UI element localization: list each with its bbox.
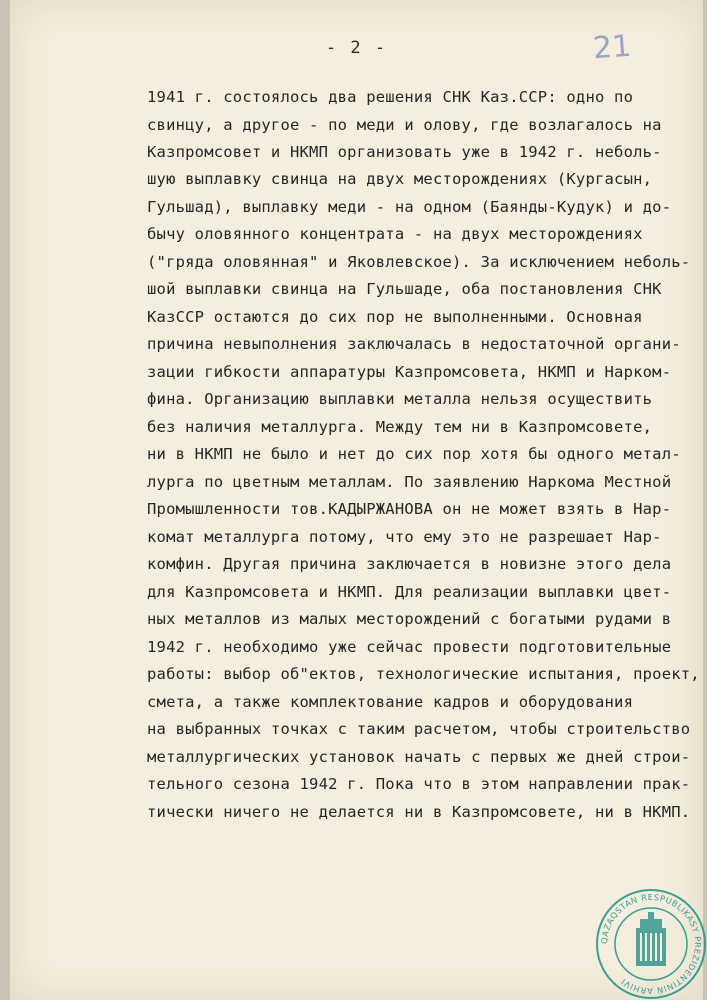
text-line: бычу оловянного концентрата - на двух месторождениях: [147, 225, 643, 243]
body-text: [10, 0, 703, 1000]
text-line: без наличия металлурга. Между тем ни в Казпромсовете,: [147, 418, 653, 436]
text-line: 1941 г. состоялось два решения СНК Каз.ССР: одно по: [147, 88, 634, 106]
text-line: 1942 г. необходимо уже сейчас провести подготовительные: [147, 638, 672, 656]
archive-stamp-icon: [595, 888, 707, 1000]
text-line: на выбранных точках с таким расчетом, чтобы строительство: [147, 720, 691, 738]
text-line: тически ничего не делается ни в Казпромсовете, ни в НКМП.: [147, 803, 691, 821]
text-line: лурга по цветным металлам. По заявлению Наркома Местной: [147, 473, 672, 491]
text-line: причина невыполнения заключалась в недостаточной органи-: [147, 335, 681, 353]
text-line: ных металлов из малых месторождений с богатыми рудами в: [147, 610, 672, 628]
text-line: ("гряда оловянная" и Яковлевское). За исключением неболь-: [147, 253, 691, 271]
text-line: Гульшад), выплавку меди - на одном (Баянды-Кудук) и до-: [147, 198, 672, 216]
text-line: шой выплавки свинца на Гульшаде, оба постановления СНК: [147, 280, 662, 298]
page-number: - 2 -: [325, 38, 388, 58]
text-line: Промышленности тов.КАДЫРЖАНОВА он не может взять в Нар-: [147, 500, 672, 518]
text-line: фина. Организацию выплавки металла нельзя осуществить: [147, 390, 653, 408]
text-line: металлургических установок начать с первых же дней строи-: [147, 748, 691, 766]
text-line: КазССР остаются до сих пор не выполненными. Основная: [147, 308, 643, 326]
text-line: Казпромсовет и НКМП организовать уже в 1942 г. неболь-: [147, 143, 662, 161]
text-line: смета, а также комплектование кадров и оборудования: [147, 693, 634, 711]
text-line: тельного сезона 1942 г. Пока что в этом направлении прак-: [147, 775, 691, 793]
handwritten-archive-number: 21: [591, 28, 633, 67]
document-page: [10, 0, 703, 1000]
text-line: комат металлурга потому, что ему это не разрешает Нар-: [147, 528, 662, 546]
text-line: шую выплавку свинца на двух месторождениях (Кургасын,: [147, 170, 653, 188]
text-line: комфин. Другая причина заключается в новизне этого дела: [147, 555, 672, 573]
text-line: для Казпромсовета и НКМП. Для реализации выплавки цвет-: [147, 583, 672, 601]
text-line: работы: выбор об"ектов, технологические испытания, проект,: [147, 665, 700, 683]
text-line: свинцу, а другое - по меди и олову, где возлагалось на: [147, 116, 662, 134]
stamp-text: QAZAQSTAN RESPUBLIKASY PREZIDENTINIŃ ARHIVI: [598, 891, 704, 997]
text-line: ни в НКМП не было и нет до сих пор хотя бы одного метал-: [147, 445, 681, 463]
text-line: зации гибкости аппаратуры Казпромсовета, НКМП и Нарком-: [147, 363, 672, 381]
